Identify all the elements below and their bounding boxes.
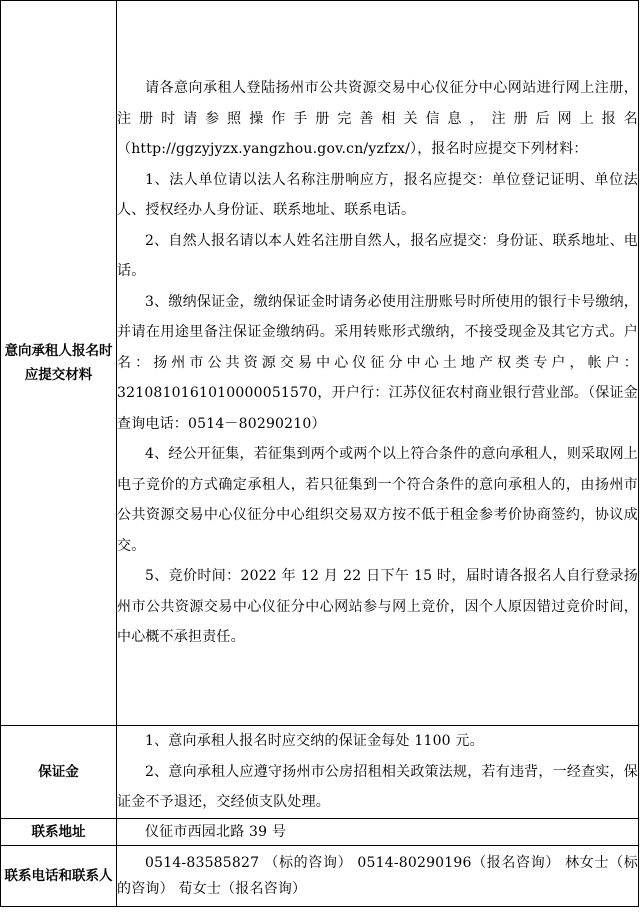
materials-item-2: 2、自然人报名请以本人姓名注册自然人，报名应提交：身份证、联系地址、电话。	[117, 232, 638, 280]
deposit-item-2: 2、意向承租人应遵守扬州市公房招租相关政策法规，若有违背，一经查实，保证金不予退还，交经侦支队处理。	[117, 763, 638, 811]
address-content	[117, 819, 639, 846]
row-label-deposit: 保证金	[1, 726, 117, 819]
table-row-deposit	[1, 726, 639, 819]
table-row-contact	[1, 846, 639, 907]
deposit-item-1: 1、意向承租人报名时应交纳的保证金每处 1100 元。	[145, 733, 484, 750]
materials-item-1: 1、法人单位请以法人名称注册响应方，报名应提交：单位登记证明、单位法人、授权经办人身份证、联系地址、联系电话。	[117, 171, 638, 219]
contact-text: 0514-83585827 （标的咨询） 0514-80290196（报名咨询） 林女士（标的咨询） 荀女士（报名咨询）	[117, 855, 638, 897]
materials-item-5: 5、竞价时间：2022 年 12 月 22 日下午 15 时，届时请各报名人自行登录扬州市公共资源交易中心仪征分中心网站参与网上竞价，因个人原因错过竞价时间，中心概不承担责任。	[117, 568, 638, 646]
materials-intro: 请各意向承租人登陆扬州市公共资源交易中心仪征分中心网站进行网上注册，注册时请参照操作手册完善相关信息，注册后网上报名（http://ggzyjyzx.yangzhou.gov.cn/yzfzx/），报名时应提交下列材料：	[117, 80, 638, 158]
materials-item-3: 3、缴纳保证金，缴纳保证金时请务必使用注册账号时所使用的银行卡号缴纳，并请在用途里备注保证金缴纳码。采用转账形式缴纳，不接受现金及其它方式。户名：扬州市公共资源交易中心仪征分中心土地产权类专户，帐户：3210810161010000051570，开户行：江苏仪征农村商业银行营业部。（保证金查询电话：0514－80290210）	[117, 293, 638, 432]
materials-content	[117, 1, 639, 726]
row-label-address: 联系地址	[1, 819, 117, 846]
deposit-content	[117, 726, 639, 819]
row-label-materials: 意向承租人报名时应提交材料	[1, 1, 117, 726]
row-label-contact: 联系电话和联系人	[1, 846, 117, 907]
address-text: 仪征市西园北路 39 号	[145, 824, 287, 840]
materials-item-4: 4、经公开征集，若征集到两个或两个以上符合条件的意向承租人，则采取网上电子竞价的方式确定承租人，若只征集到一个符合条件的意向承租人的，由扬州市公共资源交易中心仪征分中心组织交易双方按不低于租金参考价协商签约，协议成交。	[117, 446, 638, 554]
contact-content	[117, 846, 639, 907]
table-row-materials	[1, 1, 639, 726]
table-row-address	[1, 819, 639, 846]
